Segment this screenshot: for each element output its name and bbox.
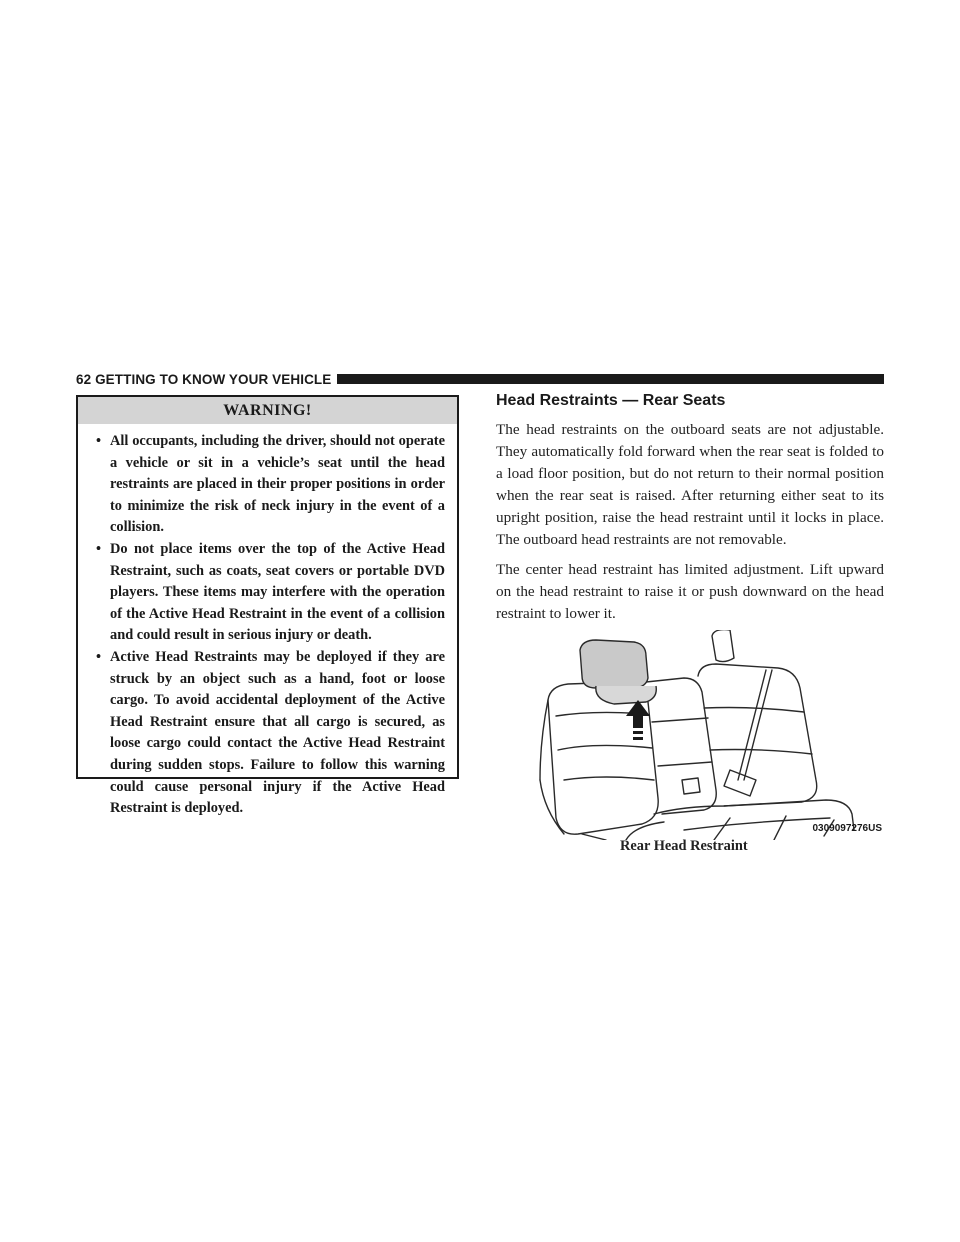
- up-arrow-icon: [626, 700, 650, 740]
- warning-item: • Active Head Restraints may be deployed if they are struck by an object such as a hand, foot or loose cargo. To avoid accidental deployment of the Active Head Restraint ensure that all cargo is secured, as loose cargo could contact the Active Head Restraint during sudden stops. Failure to follow this warning could cause personal injury if the Active Head Restraint is deployed.: [96, 647, 445, 820]
- figure-caption: Rear Head Restraint: [620, 838, 748, 854]
- warning-item: • Do not place items over the top of the Active Head Restraint, such as coats, seat covers or portable DVD players. These items may interfere with the operation of the Active Head Restraint in the event of a collision and could result in serious injury or death.: [96, 539, 445, 647]
- header-rule: [337, 374, 884, 384]
- page-number-section: 62 GETTING TO KNOW YOUR VEHICLE: [76, 371, 332, 387]
- paragraph-outboard-restraints: The head restraints on the outboard seats are not adjustable. They automatically fold forward when the rear seat is folded to a load floor position, but do not return to their normal position when the rear seat is raised. After returning either seat to its upright position, raise the head restraint until it locks in place. The outboard head restraints are not removable.: [496, 421, 884, 548]
- warning-title: WARNING!: [78, 397, 457, 424]
- page-header: [76, 370, 884, 388]
- figure-code: 0309097276US: [812, 823, 882, 834]
- rear-seat-illustration-icon: [534, 630, 884, 840]
- figure-rear-head-restraint: [534, 630, 884, 840]
- warning-box: [76, 395, 459, 817]
- paragraph-center-restraint: The center head restraint has limited adjustment. Lift upward on the head restraint to raise it or push downward on the head restraint to lower it.: [496, 561, 884, 622]
- section-title: Head Restraints — Rear Seats: [496, 392, 726, 409]
- warning-item: • All occupants, including the driver, should not operate a vehicle or sit in a vehicle’s seat until the head restraints are placed in their proper positions in order to minimize the risk of neck injury in the event of a collision.: [96, 431, 445, 539]
- warning-list: [78, 424, 457, 820]
